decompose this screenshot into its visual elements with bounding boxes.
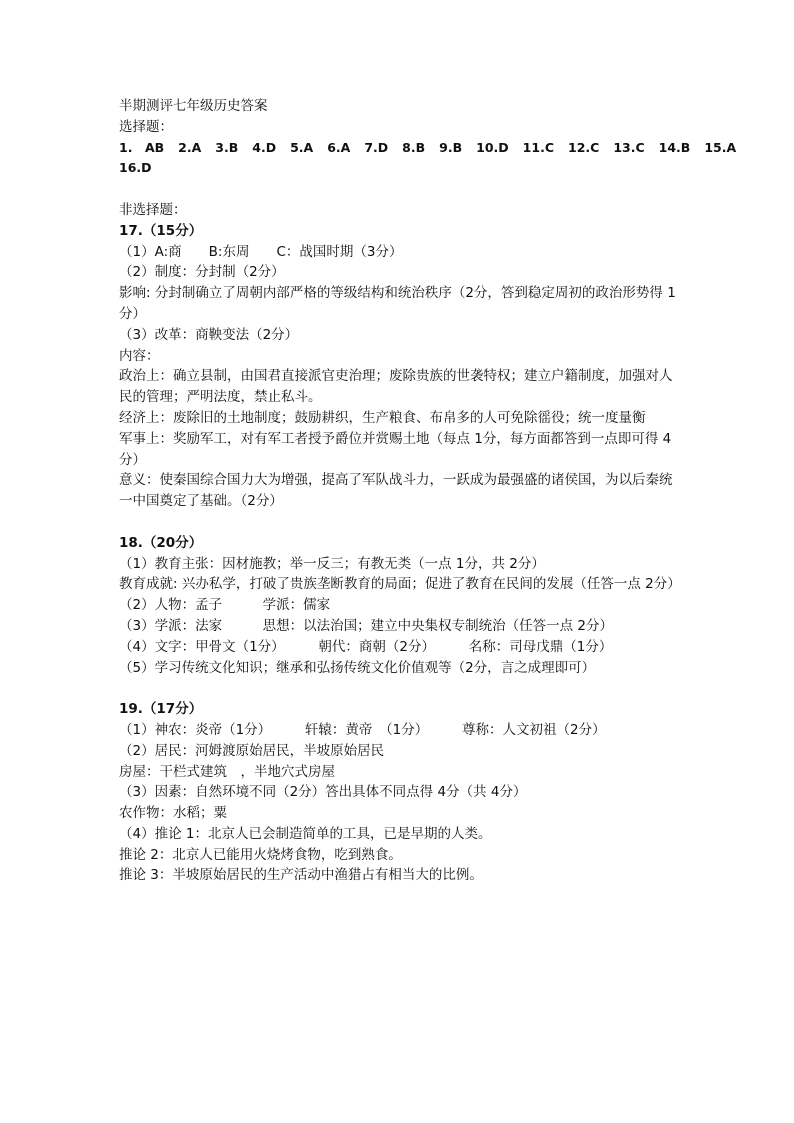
q17-line: 内容： [119, 347, 160, 364]
q19-line: （3）因素：自然环境不同（2分）答出具体不同点得 4分（共 4分） [119, 784, 527, 801]
mc-answers-row-2 [119, 158, 679, 179]
q17-header: 17.（15分） [119, 222, 203, 239]
q19-line: 推论 3：半坡原始居民的生产活动中渔猎占有相当大的比例。 [119, 867, 483, 884]
q17-line: 经济上：废除旧的土地制度；鼓励耕织，生产粮食、布帛多的人可免除徭役；统一度量衡 [119, 409, 646, 426]
q17-line: 意义：使秦国综合国力大为增强，提高了军队战斗力，一跃成为最强盛的诸侯国，为以后秦统一中国奠定了基础。（2分） [119, 472, 673, 510]
q19-header: 19.（17分） [119, 701, 203, 718]
mc-answer: 10.D [476, 139, 509, 155]
mc-answer: 14.B [658, 139, 691, 155]
q18-line: （2）人物：孟子 学派：儒家 [119, 597, 331, 614]
q18-line: （1）教育主张：因材施教；举一反三；有教无类（一点 1分，共 2分） [119, 555, 545, 572]
mc-answer: 7.D [364, 139, 389, 155]
mc-answer: 8.B [402, 139, 426, 155]
q18-line: 教育成就: 兴办私学，打破了贵族垄断教育的局面；促进了教育在民间的发展（任答一点 2分） [119, 576, 681, 593]
q17-line: （2）制度：分封制（2分） [119, 264, 285, 281]
mc-answer: 2.A [178, 139, 202, 155]
mc-answer: 1. AB [119, 139, 165, 155]
q18-header: 18.（20分） [119, 534, 203, 551]
q19-line: 农作物：水稻；粟 [119, 805, 227, 822]
q18-line: （4）文字：甲骨文（1分） 朝代：商朝（2分） 名称：司母戊鼎（1分） [119, 638, 613, 655]
answer-sheet [119, 96, 737, 886]
q17-line: 军事上：奖励军工，对有军工者授予爵位并赏赐土地（每点 1分，每方面都答到一点即可得 4分） [119, 430, 672, 468]
q19-line: 推论 2：北京人已能用火烧烤食物，吃到熟食。 [119, 846, 402, 863]
mc-answers-row-1 [119, 138, 737, 159]
mc-answer: 16.D [119, 160, 152, 176]
section-spacer [119, 179, 679, 200]
q17-line: 影响: 分封制确立了周朝内部严格的等级结构和统治秩序（2分，答到稳定周初的政治形势得 1分） [119, 285, 676, 322]
mc-answer: 6.A [327, 139, 351, 155]
mc-answer: 5.A [290, 139, 314, 155]
mc-answer: 4.D [252, 139, 277, 155]
q18-line: （5）学习传统文化知识；继承和弘扬传统文化价值观等（2分，言之成理即可） [119, 659, 596, 676]
mc-answer: 12.C [568, 139, 600, 155]
q18-line: （3）学派：法家 思想：以法治国；建立中央集权专制统治（任答一点 2分） [119, 617, 613, 634]
document-title: 半期测评七年级历史答案 [119, 98, 268, 114]
q19-line: 房屋：干栏式建筑 ，半地穴式房屋 [119, 763, 335, 780]
section-spacer [119, 678, 679, 699]
mc-answer: 9.B [439, 139, 463, 155]
q17-line: （1）A:商 B:东周 C：战国时期（3分） [119, 243, 403, 260]
q19-line: （2）居民：河姆渡原始居民，半坡原始居民 [119, 742, 385, 759]
mc-answer: 11.C [522, 139, 554, 155]
q17-line: （3）改革：商鞅变法（2分） [119, 326, 299, 343]
mc-answer: 3.B [215, 139, 239, 155]
mc-answer: 13.C [613, 139, 645, 155]
q17-line: 政治上：确立县制，由国君直接派官吏治理；废除贵族的世袭特权；建立户籍制度，加强对人民的管理；严明法度，禁止私斗。 [119, 368, 673, 406]
non-mc-heading: 非选择题： [119, 201, 187, 218]
section-spacer [119, 512, 679, 533]
q19-line: （4）推论 1：北京人已会制造简单的工具，已是早期的人类。 [119, 825, 492, 842]
q19-line: （1）神农：炎帝（1分） 轩辕：黄帝 （1分） 尊称：人文初祖（2分） [119, 721, 606, 738]
mc-heading: 选择题： [119, 118, 173, 135]
mc-answer: 15.A [704, 139, 737, 155]
